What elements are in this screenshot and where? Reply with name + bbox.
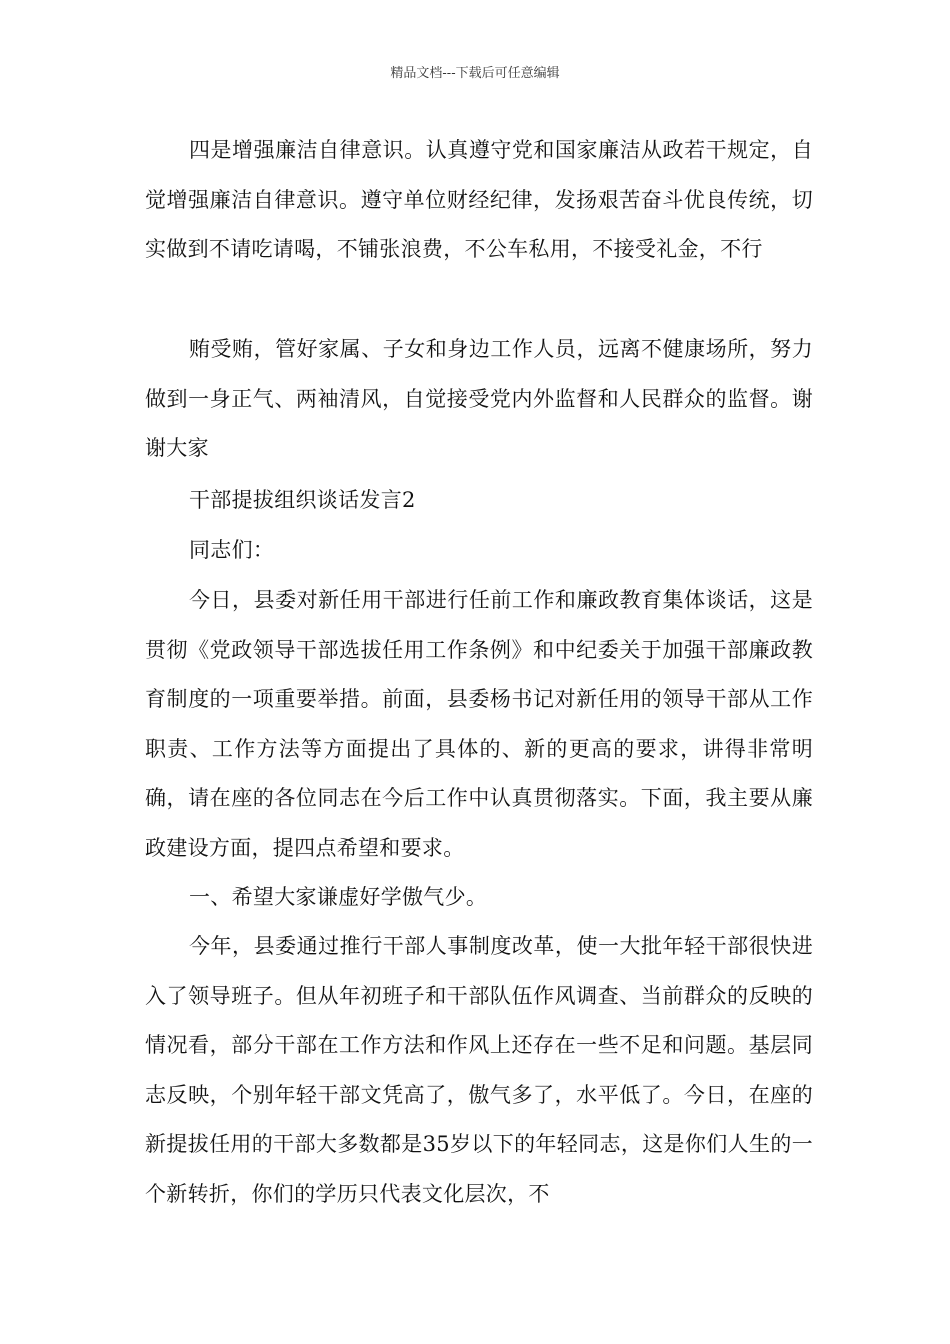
paragraph-intro: 今日，县委对新任用干部进行任前工作和廉政教育集体谈话，这是贯彻《党政领导干部选拔任用工作条例》和中纪委关于加强干部廉政教育制度的一项重要举措。前面，县委杨书记对新任用的领导干部从工作职责、工作方法等方面提出了具体的、新的更高的要求，讲得非常明确，请在座的各位同志在今后工作中认真贯彻落实。下面，我主要从廉政建设方面，提四点希望和要求。	[145, 588, 813, 860]
paragraph-integrity-awareness: 四是增强廉洁自律意识。认真遵守党和国家廉洁从政若干规定，自觉增强廉洁自律意识。遵守单位财经纪律，发扬艰苦奋斗优良传统，切实做到不请吃请喝，不铺张浪费，不公车私用，不接受礼金，不行	[145, 138, 813, 261]
page-header: 精品文档---下载后可任意编辑	[390, 66, 560, 81]
heading-point-one: 一、希望大家谦虚好学傲气少。	[189, 885, 488, 909]
salutation: 同志们：	[189, 538, 275, 562]
paragraph-young-cadres: 今年，县委通过推行干部人事制度改革，使一大批年轻干部很快进入了领导班子。但从年初班子和干部队伍作风调查、当前群众的反映的情况看，部分干部在工作方法和作风上还存在一些不足和问题。基层同志反映，个别年轻干部文凭高了，傲气多了，水平低了。今日，在座的新提拔任用的干部大多数都是35岁以下的年轻同志，这是你们人生的一个新转折，你们的学历只代表文化层次，不	[145, 934, 813, 1206]
paragraph-no-bribery: 贿受贿，管好家属、子女和身边工作人员，远离不健康场所，努力做到一身正气、两袖清风，自觉接受党内外监督和人民群众的监督。谢谢大家	[145, 337, 813, 460]
section-title: 干部提拔组织谈话发言2	[189, 488, 416, 512]
